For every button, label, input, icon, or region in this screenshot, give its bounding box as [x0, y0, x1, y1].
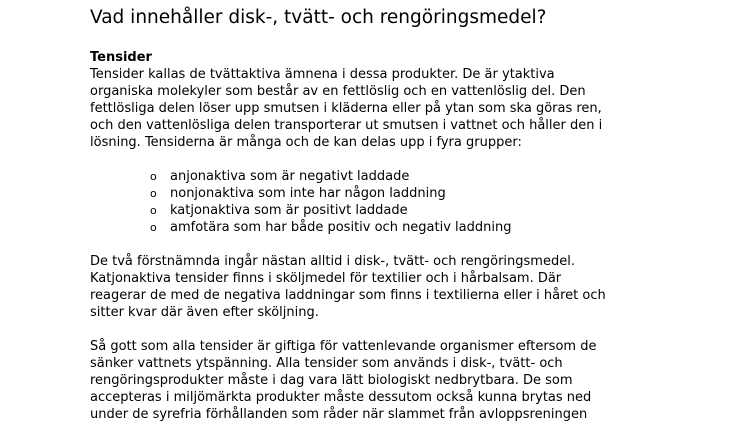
tensid-groups-list [90, 168, 740, 236]
paragraph-3 [90, 338, 740, 423]
text-line: sänker vattnets ytspänning. Alla tensider som används i disk-, tvätt- och [90, 356, 563, 371]
list-item-text: katjonaktiva som är positivt laddade [170, 203, 408, 218]
text-line: reagerar de med de negativa laddningar som finns i textilierna eller i håret och [90, 288, 606, 303]
text-line: fettlösliga delen löser upp smutsen i kläderna eller på ytan som ska göras ren, [90, 101, 602, 116]
intro-paragraph [90, 66, 740, 151]
text-line: och den vattenlösliga delen transporterar ut smutsen i vattnet och håller den i [90, 118, 603, 133]
list-item [150, 185, 740, 202]
text-line: rengöringsprodukter måste i dag vara lätt biologiskt nedbrytbara. De som [90, 373, 573, 388]
text-line: lösning. Tensiderna är många och de kan delas upp i fyra grupper: [90, 135, 522, 150]
paragraph-2 [90, 253, 740, 321]
list-item-text: nonjonaktiva som inte har någon laddning [170, 186, 446, 201]
circle-bullet-icon: o [150, 170, 157, 183]
text-line: sitter kvar där även efter sköljning. [90, 305, 319, 320]
list-item-text: anjonaktiva som är negativt laddade [170, 169, 410, 184]
list-item [150, 168, 740, 185]
text-line: Katjonaktiva tensider finns i sköljmedel för textilier och i hårbalsam. Där [90, 271, 562, 286]
text-line: De två förstnämnda ingår nästan alltid i disk-, tvätt- och rengöringsmedel. [90, 254, 575, 269]
list-item [150, 219, 740, 236]
section-heading: Tensider [90, 50, 152, 65]
text-line: Så gott som alla tensider är giftiga för vattenlevande organismer eftersom de [90, 339, 597, 354]
circle-bullet-icon: o [150, 221, 157, 234]
document-page [90, 0, 740, 423]
text-line: Tensider kallas de tvättaktiva ämnena i dessa produkter. De är ytaktiva [90, 67, 555, 82]
circle-bullet-icon: o [150, 204, 157, 217]
text-line: organiska molekyler som består av en fettlöslig och en vattenlöslig del. Den [90, 84, 586, 99]
circle-bullet-icon: o [150, 187, 157, 200]
text-line: under de syrefria förhållanden som råder när slammet från avloppsreningen [90, 407, 588, 422]
list-item-text: amfotära som har både positiv och negativ laddning [170, 220, 512, 235]
text-line: accepteras i miljömärkta produkter måste dessutom också kunna brytas ned [90, 390, 592, 405]
list-item [150, 202, 740, 219]
page-title: Vad innehåller disk-, tvätt- och rengöringsmedel? [90, 7, 547, 28]
